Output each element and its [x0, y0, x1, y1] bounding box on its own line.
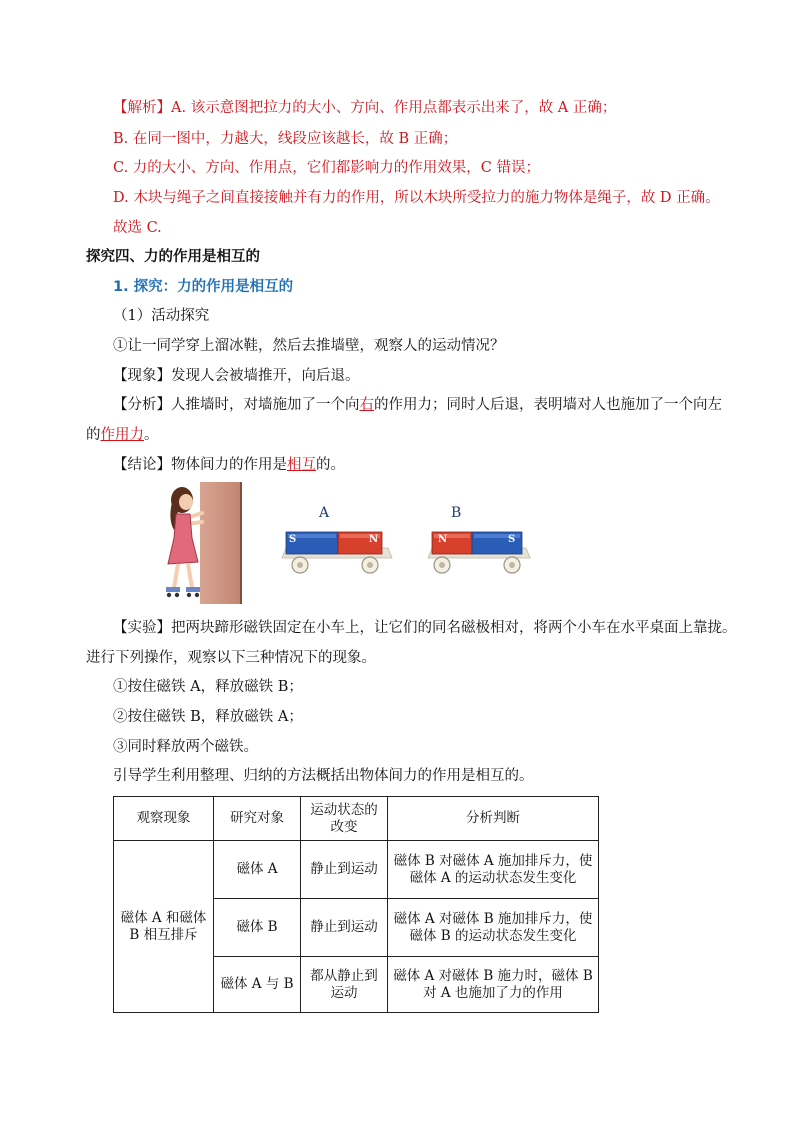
blank-mutual: 相互 [287, 457, 316, 473]
merged-phenomenon-cell: 磁体 A 和磁体 B 相互排斥 [114, 841, 214, 1013]
row-object: 磁体 A 与 B [214, 957, 301, 1013]
activity-heading: （1）活动探究 [113, 308, 210, 324]
person-pushing-wall-illustration [160, 480, 245, 605]
operation-2: ②按住磁铁 B，释放磁铁 A； [113, 709, 303, 725]
cart-a-n-pole: N [369, 534, 379, 545]
analysis-line-1: 【分析】人推墙时，对墙施加了一个向右的作用力；同时人后退，表明墙对人也施加了一个向左 [113, 397, 722, 413]
experiment-line-1: 【实验】把两块蹄形磁铁固定在小车上，让它们的同名磁极相对，将两个小车在水平桌面上靠拢。 [113, 620, 737, 636]
table-header-row [114, 797, 599, 841]
header-judge: 分析判断 [388, 797, 599, 841]
analysis-line-2: 的作用力。 [86, 427, 159, 443]
guide-text: 引导学生利用整理、归纳的方法概括出物体间力的作用是相互的。 [113, 768, 534, 784]
operation-3: ③同时释放两个磁铁。 [113, 739, 258, 755]
cart-a-s-pole: S [289, 534, 297, 545]
analysis-d: D. 木块与绳子之间直接接触并有力的作用，所以木块所受拉力的施力物体是绳子，故 D 正确。 [113, 190, 720, 206]
blank-right: 右 [359, 397, 374, 413]
header-object: 研究对象 [214, 797, 301, 841]
step-1: ①让一同学穿上溜冰鞋，然后去推墙壁，观察人的运动情况？ [113, 338, 505, 354]
analysis-a: 【解析】A. 该示意图把拉力的大小、方向、作用点都表示出来了，故 A 正确； [113, 100, 617, 116]
analysis-answer: 故选 C. [113, 220, 162, 236]
cart-a-label: A [319, 505, 330, 521]
header-phenomenon: 观察现象 [114, 797, 214, 841]
observation-table [113, 796, 599, 1013]
cart-b-s-pole: S [508, 534, 516, 545]
row-change: 静止到运动 [301, 899, 388, 957]
row-object: 磁体 B [214, 899, 301, 957]
row-change: 都从静止到运动 [301, 957, 388, 1013]
section-title: 探究四、力的作用是相互的 [86, 249, 260, 265]
table-row [114, 841, 599, 899]
row-judge: 磁体 A 对磁体 B 施力时，磁体 B 对 A 也施加了力的作用 [388, 957, 599, 1013]
cart-b-label: B [451, 505, 462, 521]
cart-b-n-pole: N [438, 534, 448, 545]
row-object: 磁体 A [214, 841, 301, 899]
blank-force: 作用力 [100, 427, 144, 443]
conclusion: 【结论】物体间力的作用是相互的。 [113, 457, 345, 473]
phenomenon: 【现象】发现人会被墙推开，向后退。 [113, 368, 360, 384]
header-change: 运动状态的改变 [301, 797, 388, 841]
analysis-c: C. 力的大小、方向、作用点，它们都影响力的作用效果，C 错误； [113, 160, 540, 176]
row-judge: 磁体 B 对磁体 A 施加排斥力，使磁体 A 的运动状态发生变化 [388, 841, 599, 899]
row-judge: 磁体 A 对磁体 B 施加排斥力，使磁体 B 的运动状态发生变化 [388, 899, 599, 957]
operation-1: ①按住磁铁 A，释放磁铁 B； [113, 679, 303, 695]
section-subtitle: 1. 探究：力的作用是相互的 [113, 279, 294, 295]
experiment-line-2: 进行下列操作，观察以下三种情况下的现象。 [86, 650, 376, 666]
analysis-b: B. 在同一图中，力越大，线段应该越长，故 B 正确； [113, 131, 458, 147]
row-change: 静止到运动 [301, 841, 388, 899]
